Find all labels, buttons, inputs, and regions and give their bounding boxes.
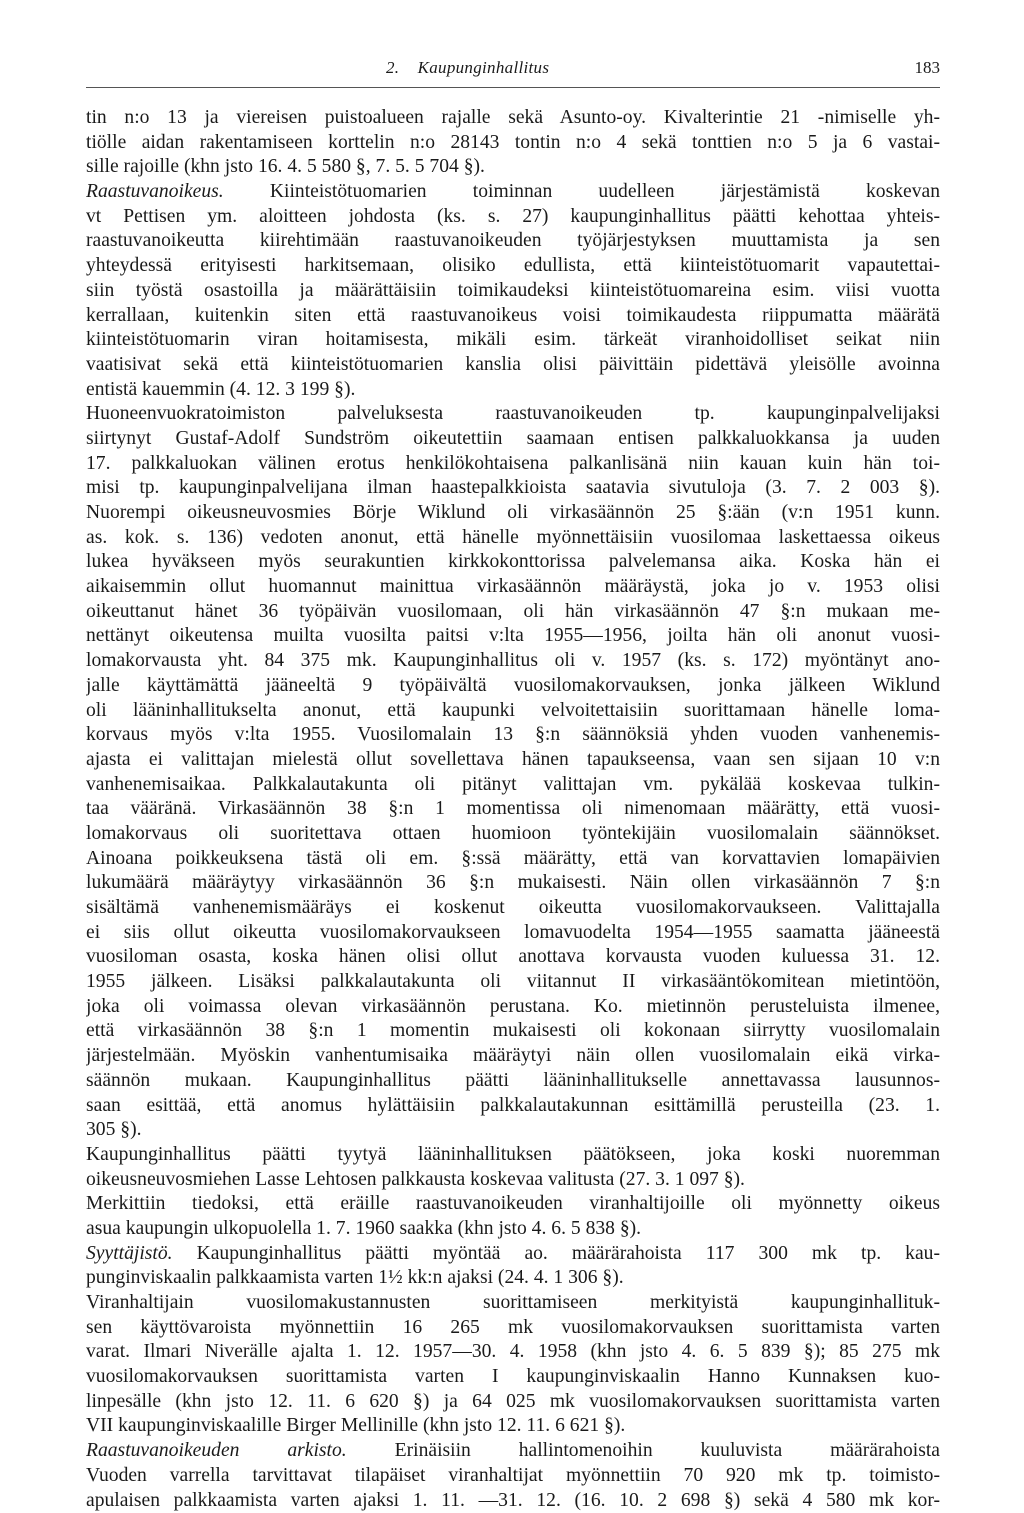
text-line bbox=[86, 773, 940, 798]
text-line bbox=[86, 699, 940, 724]
text-line bbox=[86, 1069, 940, 1094]
text-line bbox=[86, 1044, 940, 1069]
text-line bbox=[86, 452, 940, 477]
line-text: vanhenemisaikaa. Palkkalautakunta oli pitänyt valittajan vm. pykälää koskevaa tulkin- bbox=[86, 774, 940, 795]
line-text: lukumäärä määräytyy virkasäännön 36 §:n mukaisesti. Näin ollen virkasäännön 7 §:n bbox=[86, 872, 940, 893]
line-text: 305 §). bbox=[86, 1119, 142, 1140]
text-line bbox=[86, 254, 940, 279]
text-line bbox=[86, 970, 940, 995]
text-line bbox=[86, 1094, 940, 1119]
line-text: sen käyttövaroista myönnettiin 16 265 mk vuosilomakorvauksen suorittamista varten bbox=[86, 1317, 940, 1338]
text-line bbox=[86, 1291, 940, 1316]
line-text: Merkittiin tiedoksi, että eräille raastuvanoikeuden viranhaltijoille oli myönnetty oikeus bbox=[86, 1193, 940, 1214]
running-header bbox=[86, 58, 940, 82]
line-text: Huoneenvuokratoimiston palveluksesta raastuvanoikeuden tp. kaupunginpalvelijaksi bbox=[86, 403, 940, 424]
line-text: sille rajoille (khn jsto 16. 4. 5 580 §, 7. 5. 5 704 §). bbox=[86, 156, 485, 177]
line-text: yhteydessä erityisesti harkitsemaan, olisiko edullista, että kiinteistötuomarit vapautettai- bbox=[86, 255, 940, 276]
section-heading: Raastuvanoikeus. bbox=[86, 181, 224, 202]
text-line bbox=[86, 1118, 940, 1143]
line-text: aikaisemmin ollut huomannut mainittua virkasäännön määräystä, joka jo v. 1953 olisi bbox=[86, 576, 940, 597]
text-line bbox=[86, 871, 940, 896]
line-text: tiölle aidan rakentamiseen korttelin n:o 28143 tontin n:o 4 sekä tonttien n:o 5 ja 6 vastai- bbox=[86, 132, 940, 153]
text-line bbox=[86, 180, 940, 205]
line-text: Kaupunginhallitus päätti tyytyä lääninhallituksen päätökseen, joka koski nuoremman bbox=[86, 1144, 940, 1165]
line-text: kerrallaan, kuitenkin siten että raastuvanoikeus voisi toimikaudesta riippumatta määrätä bbox=[86, 305, 940, 326]
line-text: Viranhaltijain vuosilomakustannusten suorittamiseen merkityistä kaupunginhallituk- bbox=[86, 1292, 940, 1313]
line-text: taa vääränä. Virkasäännön 38 §:n 1 momentissa oli nimenomaan määrätty, että vuosi- bbox=[86, 798, 940, 819]
line-text: saan esittää, että anomus hylättäisiin palkkalautakunnan esittämillä perusteilla (23. 1. bbox=[86, 1095, 940, 1116]
text-line bbox=[86, 995, 940, 1020]
line-text: asua kaupungin ulkopuolella 1. 7. 1960 saakka (khn jsto 4. 6. 5 838 §). bbox=[86, 1218, 641, 1239]
line-text: Kaupunginhallitus päätti myöntää ao. määrärahoista 117 300 mk tp. kau- bbox=[173, 1243, 940, 1264]
text-line bbox=[86, 1316, 940, 1341]
text-line bbox=[86, 304, 940, 329]
line-text: oikeusneuvosmiehen Lasse Lehtosen palkkausta koskevaa valitusta (27. 3. 1 097 §). bbox=[86, 1169, 745, 1190]
text-line bbox=[86, 106, 940, 131]
text-line bbox=[86, 229, 940, 254]
text-line bbox=[86, 723, 940, 748]
text-line bbox=[86, 600, 940, 625]
text-line bbox=[86, 402, 940, 427]
line-text: korvaus myös v:lta 1955. Vuosilomalain 13 §:n säännöksiä yhden vuoden vanhenemis- bbox=[86, 724, 940, 745]
line-text: ajasta ei valittajan mielestä ollut sovellettava hänen tapaukseensa, vaan sen sijaan 10 v:n bbox=[86, 749, 940, 770]
text-line bbox=[86, 1489, 940, 1513]
header-rule bbox=[86, 87, 940, 88]
line-text: 1955 jälkeen. Lisäksi palkkalautakunta oli viitannut II virkasääntökomitean mietintöön, bbox=[86, 971, 940, 992]
text-line bbox=[86, 550, 940, 575]
text-line bbox=[86, 847, 940, 872]
text-line bbox=[86, 1242, 940, 1267]
line-text: Vuoden varrella tarvittavat tilapäiset viranhaltijat myönnettiin 70 920 mk tp. toimisto- bbox=[86, 1465, 940, 1486]
text-line bbox=[86, 649, 940, 674]
line-text: raastuvanoikeutta kiirehtimään raastuvanoikeuden työjärjestyksen muuttamista ja sen bbox=[86, 230, 940, 251]
line-text: nettänyt oikeutensa muilta vuosilta paitsi v:lta 1955—1956, joilta hän oli anonut vuosi- bbox=[86, 625, 940, 646]
line-text: lomakorvaus oli suoritettava ottaen huomioon työntekijäin vuosilomalain säännökset. bbox=[86, 823, 940, 844]
line-text: vt Pettisen ym. aloitteen johdosta (ks. s. 27) kaupunginhallitus päätti kehottaa yhteis- bbox=[86, 206, 940, 227]
section-number: 2. bbox=[386, 58, 399, 77]
text-line bbox=[86, 1192, 940, 1217]
line-text: lukea hyväkseen myös seurakuntien kirkkokonttorissa palvelemansa aika. Koska hän ei bbox=[86, 551, 940, 572]
text-line bbox=[86, 1340, 940, 1365]
header-title bbox=[386, 58, 549, 78]
line-text: ei siis ollut oikeutta vuosilomakorvaukseen lomavuodelta 1954—1955 saamatta jääneestä bbox=[86, 922, 940, 943]
text-line bbox=[86, 155, 940, 180]
line-text: jalle käyttämättä jääneeltä 9 työpäivältä vuosilomakorvauksen, jonka jälkeen Wiklund bbox=[86, 675, 940, 696]
line-text: että virkasäännön 38 §:n 1 momentin mukaisesti oli kokonaan siirrytty vuosilomalain bbox=[86, 1020, 940, 1041]
line-text: varat. Ilmari Niverälle ajalta 1. 12. 1957—30. 4. 1958 (khn jsto 4. 6. 5 839 §); 85 275 mk bbox=[86, 1341, 940, 1362]
chapter-title: Kaupunginhallitus bbox=[418, 58, 550, 77]
line-text: as. kok. s. 136) vedoten anonut, että hänelle myönnettäisiin vuosilomaa laskettaessa oikeus bbox=[86, 527, 940, 548]
line-text: vuosiloman osasta, koska hänen olisi ollut anottava korvausta vuoden kuluessa 31. 12. bbox=[86, 946, 940, 967]
text-line bbox=[86, 501, 940, 526]
line-text: järjestelmään. Myöskin vanhentumisaika määräytyi näin ollen vuosilomalain eikä virka- bbox=[86, 1045, 940, 1066]
line-text: joka oli voimassa olevan virkasäännön perustana. Ko. mietinnön perusteluista ilmenee, bbox=[86, 996, 940, 1017]
text-line bbox=[86, 1019, 940, 1044]
line-text: 17. palkkaluokan välinen erotus henkilökohtaisena palkanlisänä niin kauan kuin hän toi- bbox=[86, 453, 940, 474]
text-line bbox=[86, 205, 940, 230]
line-text: VII kaupunginviskaalille Birger Mellinille (khn jsto 12. 11. 6 621 §). bbox=[86, 1415, 625, 1436]
text-line bbox=[86, 575, 940, 600]
line-text: entistä kauemmin (4. 12. 3 199 §). bbox=[86, 379, 355, 400]
text-line bbox=[86, 748, 940, 773]
text-line bbox=[86, 378, 940, 403]
body-text bbox=[86, 106, 940, 1513]
text-line bbox=[86, 822, 940, 847]
line-text: Ainoana poikkeuksena tästä oli em. §:ssä määrätty, että van korvattavien lomapäivien bbox=[86, 848, 940, 869]
line-text: siin työstä osastoilla ja määrättäisiin toimikaudeksi kiinteistötuomareina esim. viisi vuotta bbox=[86, 280, 940, 301]
text-line bbox=[86, 1365, 940, 1390]
line-text: oli lääninhallitukselta anonut, että kaupunki velvoitettaisiin suorittamaan hänelle loma- bbox=[86, 700, 940, 721]
section-heading: Syyttäjistö. bbox=[86, 1243, 173, 1264]
text-line bbox=[86, 1464, 940, 1489]
text-line bbox=[86, 1217, 940, 1242]
line-text: punginviskaalin palkkaamista varten 1½ kk:n ajaksi (24. 4. 1 306 §). bbox=[86, 1267, 624, 1288]
line-text: lomakorvausta yht. 84 375 mk. Kaupunginhallitus oli v. 1957 (ks. s. 172) myöntänyt ano- bbox=[86, 650, 940, 671]
line-text: kiinteistötuomarin viran hoitamisesta, mikäli esim. tärkeät viranhoidolliset seikat niin bbox=[86, 329, 940, 350]
line-text: sisältämä vanhenemismääräys ei koskenut oikeutta vuosilomakorvaukseen. Valittajalla bbox=[86, 897, 940, 918]
line-text: tin n:o 13 ja viereisen puistoalueen rajalle sekä Asunto-oy. Kivalterintie 21 -nimiselle yh- bbox=[86, 107, 940, 128]
text-line bbox=[86, 624, 940, 649]
line-text: misi tp. kaupunginpalvelijana ilman haastepalkkioista saatavia sivutuloja (3. 7. 2 003 §). bbox=[86, 477, 940, 498]
text-line bbox=[86, 797, 940, 822]
line-text: Nuorempi oikeusneuvosmies Börje Wiklund oli virkasäännön 25 §:ään (v:n 1951 kunn. bbox=[86, 502, 940, 523]
line-text: vuosilomakorvauksen suorittamista varten I kaupunginviskaalin Hanno Kunnaksen kuo- bbox=[86, 1366, 940, 1387]
text-line bbox=[86, 896, 940, 921]
text-line bbox=[86, 476, 940, 501]
text-line bbox=[86, 353, 940, 378]
text-line bbox=[86, 945, 940, 970]
line-text: oikeuttanut hänet 36 työpäivän vuosilomaan, oli hän virkasäännön 47 §:n mukaan me- bbox=[86, 601, 940, 622]
text-line bbox=[86, 1390, 940, 1415]
text-line bbox=[86, 674, 940, 699]
line-text: Erinäisiin hallintomenoihin kuuluvista määrärahoista bbox=[347, 1440, 940, 1461]
text-line bbox=[86, 1266, 940, 1291]
line-text: siirtynyt Gustaf-Adolf Sundström oikeutettiin saamaan entisen palkkaluokkansa ja uuden bbox=[86, 428, 940, 449]
section-heading: Raastuvanoikeuden arkisto. bbox=[86, 1440, 347, 1461]
text-line bbox=[86, 1439, 940, 1464]
text-line bbox=[86, 427, 940, 452]
text-line bbox=[86, 526, 940, 551]
text-line bbox=[86, 1168, 940, 1193]
line-text: linpesälle (khn jsto 12. 11. 6 620 §) ja 64 025 mk vuosilomakorvauksen suorittamista varten bbox=[86, 1391, 940, 1412]
text-line bbox=[86, 131, 940, 156]
text-line bbox=[86, 328, 940, 353]
line-text: apulaisen palkkaamista varten ajaksi 1. 11. —31. 12. (16. 10. 2 698 §) sekä 4 580 mk kor- bbox=[86, 1490, 940, 1511]
text-line bbox=[86, 921, 940, 946]
text-line bbox=[86, 1143, 940, 1168]
line-text: Kiinteistötuomarien toiminnan uudelleen järjestämistä koskevan bbox=[224, 181, 940, 202]
text-line bbox=[86, 1414, 940, 1439]
line-text: säännön mukaan. Kaupunginhallitus päätti lääninhallitukselle annettavassa lausunnos- bbox=[86, 1070, 940, 1091]
text-line bbox=[86, 279, 940, 304]
page-number: 183 bbox=[915, 58, 941, 78]
line-text: vaatisivat sekä että kiinteistötuomarien kanslia olisi päivittäin pidettävä yleisölle avoinna bbox=[86, 354, 940, 375]
